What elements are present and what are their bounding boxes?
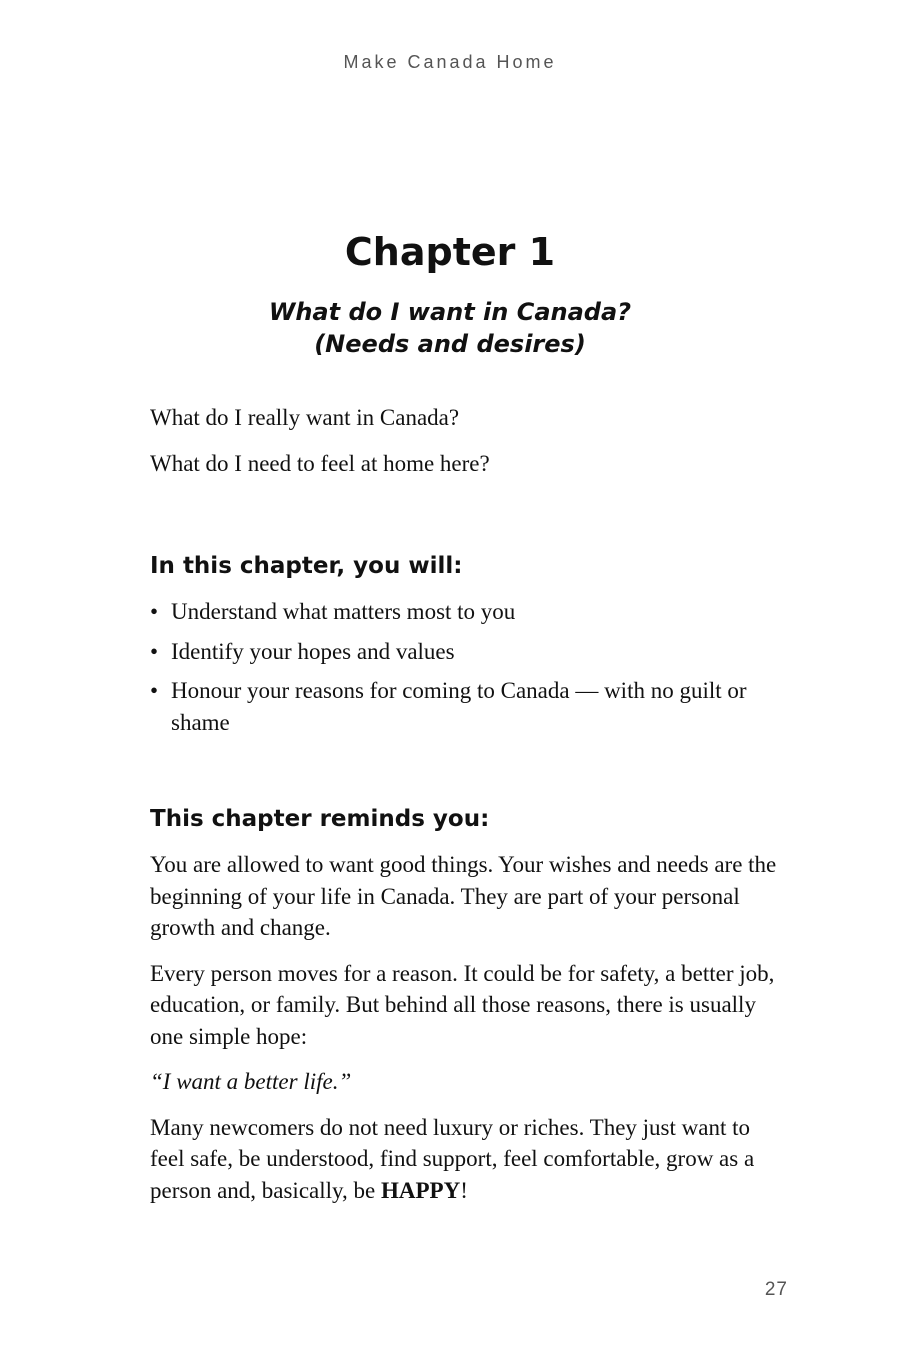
quote-paragraph: “I want a better life.”: [150, 1069, 352, 1094]
bullet-icon: •: [150, 599, 159, 624]
emphasis-text: HAPPY: [381, 1177, 461, 1203]
section-heading-you-will: In this chapter, you will:: [150, 553, 463, 579]
list-item-text: Identify your hopes and values: [171, 638, 455, 664]
chapter-subtitle: [0, 296, 900, 360]
intro-question: What do I need to feel at home here?: [150, 450, 490, 476]
chapter-title: Chapter 1: [344, 230, 556, 274]
list-item: [150, 596, 790, 628]
reminds-body: [150, 849, 790, 1206]
running-header: Make Canada Home: [343, 52, 557, 72]
body-paragraph: You are allowed to want good things. Your wishes and needs are the beginning of your life in Canada. They are part of your personal growth and change.: [150, 852, 777, 940]
list-item-text: Honour your reasons for coming to Canada — with no guilt or shame: [171, 678, 747, 735]
list-item: [150, 636, 790, 668]
bullet-icon: •: [150, 678, 159, 703]
intro-question: What do I really want in Canada?: [150, 405, 460, 430]
list-item-text: Understand what matters most to you: [171, 599, 516, 624]
list-item: [150, 675, 790, 738]
chapter-subtitle-line-1: What do I want in Canada?: [268, 298, 632, 326]
body-text: !: [460, 1177, 468, 1203]
body-paragraph: Every person moves for a reason. It could be for safety, a better job, education, or family. But behind all those reasons, there is usually one simple hope:: [150, 960, 775, 1049]
page-number: 27: [764, 1279, 788, 1300]
intro-questions: [150, 402, 790, 479]
objectives-list: [150, 596, 790, 746]
bullet-icon: •: [150, 638, 159, 664]
section-heading-reminds: This chapter reminds you:: [150, 806, 490, 832]
body-paragraph: [150, 1112, 790, 1207]
chapter-subtitle-line-2: (Needs and desires): [314, 330, 586, 358]
body-text: Many newcomers do not need luxury or riches. They just want to feel safe, be understood, find support, feel comfortable, grow as a person and, basically, be: [150, 1114, 755, 1203]
